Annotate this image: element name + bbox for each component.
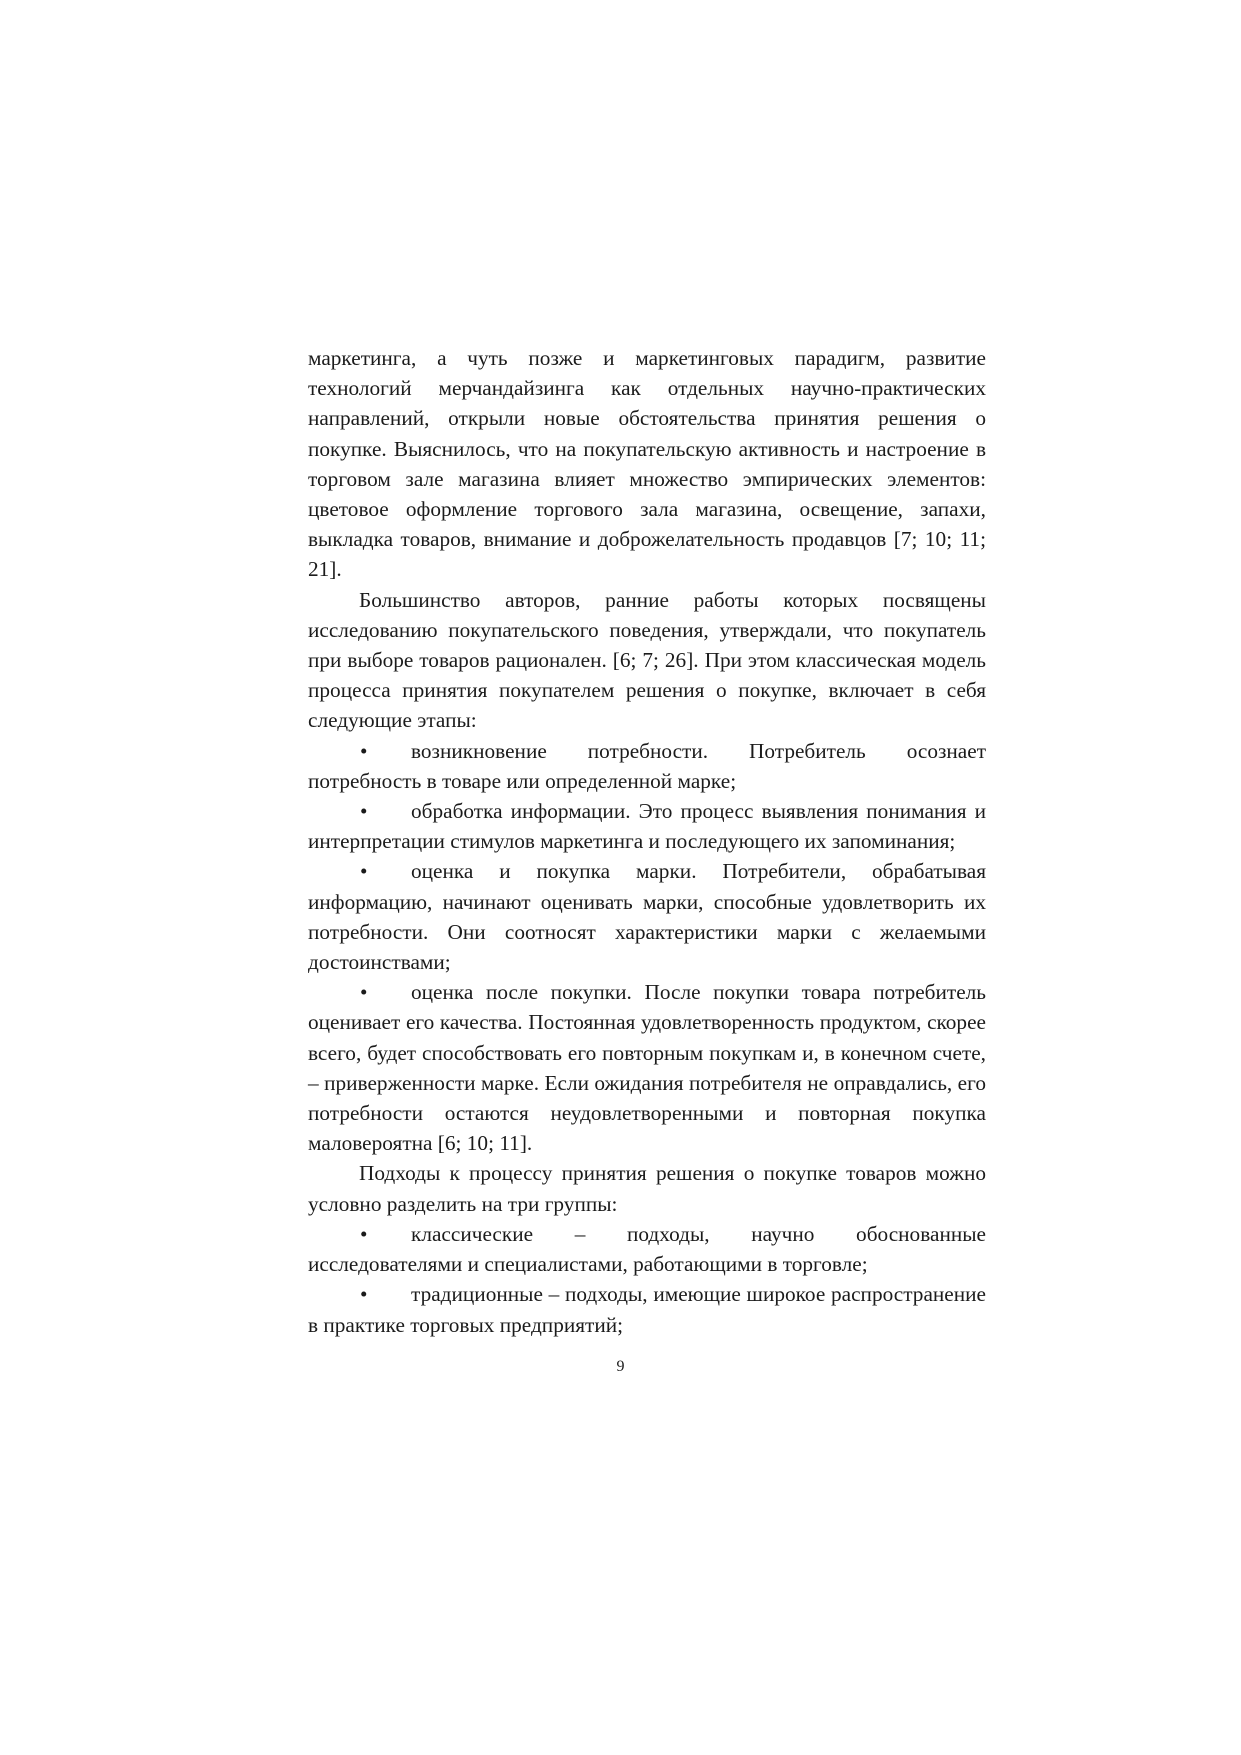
list-item bbox=[308, 736, 986, 796]
bullet-icon: • bbox=[360, 1221, 368, 1246]
list-item-text: оценка после покупки. После покупки товара потребитель оценивает его качества. Постоянная удовлетворенность продуктом, скорее всего, будет способствовать его повторным покупкам и, в конечном счете, – приверженности марке. Если ожидания потребителя не оправдались, его потребности остаются неудовлетворенными и повторная покупка маловероятна [6; 10; 11]. bbox=[308, 980, 986, 1156]
list-item bbox=[308, 796, 986, 856]
bullet-icon: • bbox=[360, 799, 368, 824]
page-number: 9 bbox=[616, 1358, 625, 1375]
list-item bbox=[308, 1279, 986, 1339]
bullet-icon: • bbox=[360, 980, 368, 1005]
bullet-icon: • bbox=[360, 738, 368, 763]
list-item-text: классические – подходы, научно обоснованные исследователями и специалистами, работающими в торговле; bbox=[308, 1221, 986, 1277]
list-item-text: традиционные – подходы, имеющие широкое распространение в практике торговых предприятий; bbox=[308, 1282, 986, 1337]
paragraph: маркетинга, а чуть позже и маркетинговых парадигм, развитие технологий мерчандайзинга как отдельных научно-практических направлений, открыли новые обстоятельства принятия решения о покупке. Выяснилось, что на покупательскую активность и настроение в торговом зале магазина влияет множество эмпирических элементов: цветовое оформление торгового зала магазина, освещение, запахи, выкладка товаров, внимание и доброжелательность продавцов [7; 10; 11; 21]. bbox=[308, 346, 986, 582]
list-item bbox=[308, 977, 986, 1158]
bullet-icon: • bbox=[360, 1282, 368, 1307]
bullet-icon: • bbox=[360, 859, 368, 884]
list-item bbox=[308, 1219, 986, 1279]
paragraph: Большинство авторов, ранние работы которых посвящены исследованию покупательского поведения, утверждали, что покупатель при выборе товаров рационален. [6; 7; 26]. При этом классическая модель процесса принятия покупателем решения о покупке, включает в себя следующие этапы: bbox=[308, 587, 986, 733]
body-text bbox=[308, 343, 986, 1340]
list-item-text: возникновение потребности. Потребитель осознает потребность в товаре или определенной марке; bbox=[308, 738, 986, 793]
paragraph: Подходы к процессу принятия решения о покупке товаров можно условно разделить на три группы: bbox=[308, 1161, 986, 1216]
list-item-text: обработка информации. Это процесс выявления понимания и интерпретации стимулов маркетинга и последующего их запоминания; bbox=[308, 799, 986, 854]
list-item bbox=[308, 856, 986, 977]
list-item-text: оценка и покупка марки. Потребители, обрабатывая информацию, начинают оценивать марки, способные удовлетворить их потребности. Они соотносят характеристики марки с желаемыми достоинствами; bbox=[308, 859, 986, 975]
